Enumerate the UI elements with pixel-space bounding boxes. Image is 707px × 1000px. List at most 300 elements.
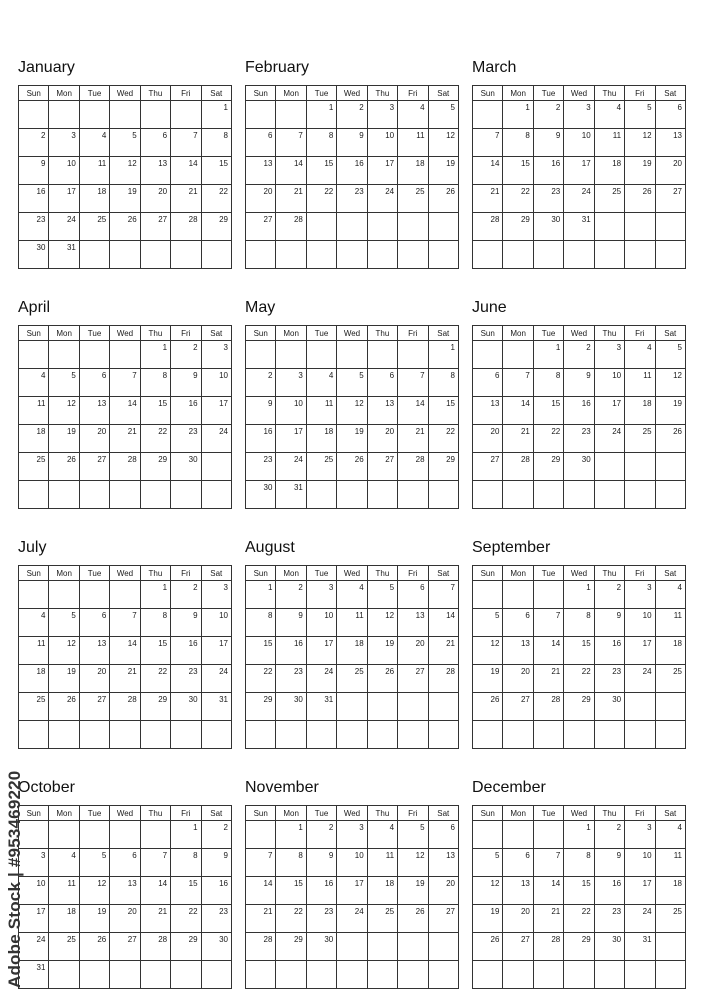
month-grid xyxy=(245,565,459,749)
day-cell: 23 xyxy=(171,665,201,693)
week-row xyxy=(19,397,232,425)
day-cell: 3 xyxy=(337,821,367,849)
day-cell: 6 xyxy=(503,609,533,637)
day-cell: 28 xyxy=(503,453,533,481)
empty-cell xyxy=(473,341,503,369)
week-row xyxy=(19,129,232,157)
day-cell: 19 xyxy=(110,185,140,213)
day-cell: 12 xyxy=(473,877,503,905)
day-cell: 23 xyxy=(19,213,49,241)
week-row xyxy=(246,185,459,213)
empty-cell xyxy=(625,721,655,749)
month-title: December xyxy=(472,779,546,796)
week-row xyxy=(19,341,232,369)
day-cell: 8 xyxy=(246,609,276,637)
day-cell: 29 xyxy=(140,693,170,721)
day-cell: 30 xyxy=(246,481,276,509)
empty-cell xyxy=(428,961,458,989)
day-cell: 18 xyxy=(367,877,397,905)
day-cell: 30 xyxy=(201,933,231,961)
empty-cell xyxy=(19,481,49,509)
empty-cell xyxy=(473,241,503,269)
empty-cell xyxy=(655,453,685,481)
weekday-header: Wed xyxy=(337,86,367,101)
day-cell: 3 xyxy=(625,581,655,609)
month-grid xyxy=(472,805,686,989)
day-cell: 7 xyxy=(140,849,170,877)
empty-cell xyxy=(171,101,201,129)
day-cell: 12 xyxy=(49,397,79,425)
day-cell: 17 xyxy=(625,877,655,905)
week-row xyxy=(19,157,232,185)
month-title: May xyxy=(245,299,276,316)
week-row xyxy=(246,341,459,369)
month-title: July xyxy=(18,539,47,556)
day-cell: 23 xyxy=(276,665,306,693)
week-row xyxy=(19,213,232,241)
day-cell: 28 xyxy=(533,933,563,961)
empty-cell xyxy=(79,101,109,129)
empty-cell xyxy=(171,241,201,269)
weekday-header: Tue xyxy=(533,326,563,341)
day-cell: 28 xyxy=(533,693,563,721)
day-cell: 10 xyxy=(201,369,231,397)
empty-cell xyxy=(140,241,170,269)
weekday-header-row xyxy=(19,326,232,341)
day-cell: 26 xyxy=(428,185,458,213)
day-cell: 20 xyxy=(503,665,533,693)
day-cell: 20 xyxy=(473,425,503,453)
week-row xyxy=(19,637,232,665)
day-cell: 2 xyxy=(533,101,563,129)
day-cell: 13 xyxy=(79,637,109,665)
week-row xyxy=(473,877,686,905)
day-cell: 31 xyxy=(19,961,49,989)
weekday-header: Sun xyxy=(246,86,276,101)
day-cell: 12 xyxy=(473,637,503,665)
weekday-header: Tue xyxy=(306,326,336,341)
week-row xyxy=(473,609,686,637)
day-cell: 16 xyxy=(276,637,306,665)
week-row xyxy=(473,905,686,933)
day-cell: 21 xyxy=(398,425,428,453)
day-cell: 13 xyxy=(503,877,533,905)
empty-cell xyxy=(140,961,170,989)
empty-cell xyxy=(655,213,685,241)
day-cell: 21 xyxy=(246,905,276,933)
day-cell: 12 xyxy=(337,397,367,425)
weekday-header: Tue xyxy=(79,326,109,341)
week-row xyxy=(473,693,686,721)
day-cell: 16 xyxy=(171,397,201,425)
day-cell: 18 xyxy=(19,425,49,453)
empty-cell xyxy=(428,933,458,961)
week-row xyxy=(473,185,686,213)
empty-cell xyxy=(655,241,685,269)
empty-cell xyxy=(140,481,170,509)
day-cell: 20 xyxy=(428,877,458,905)
day-cell: 9 xyxy=(306,849,336,877)
month-title: January xyxy=(18,59,75,76)
empty-cell xyxy=(428,693,458,721)
empty-cell xyxy=(564,721,594,749)
day-cell: 1 xyxy=(171,821,201,849)
day-cell: 19 xyxy=(49,425,79,453)
empty-cell xyxy=(367,481,397,509)
empty-cell xyxy=(49,101,79,129)
day-cell: 24 xyxy=(201,425,231,453)
day-cell: 31 xyxy=(564,213,594,241)
day-cell: 5 xyxy=(655,341,685,369)
day-cell: 31 xyxy=(276,481,306,509)
day-cell: 19 xyxy=(49,665,79,693)
empty-cell xyxy=(533,821,563,849)
day-cell: 9 xyxy=(533,129,563,157)
day-cell: 21 xyxy=(110,665,140,693)
day-cell: 10 xyxy=(367,129,397,157)
day-cell: 9 xyxy=(594,609,624,637)
empty-cell xyxy=(367,721,397,749)
weekday-header: Sun xyxy=(19,86,49,101)
week-row xyxy=(19,693,232,721)
month-grid xyxy=(245,85,459,269)
day-cell: 16 xyxy=(19,185,49,213)
empty-cell xyxy=(171,721,201,749)
day-cell: 15 xyxy=(503,157,533,185)
day-cell: 6 xyxy=(140,129,170,157)
day-cell: 3 xyxy=(594,341,624,369)
week-row xyxy=(473,129,686,157)
weekday-header: Sat xyxy=(655,86,685,101)
day-cell: 14 xyxy=(246,877,276,905)
day-cell: 21 xyxy=(276,185,306,213)
weekday-header: Sat xyxy=(428,326,458,341)
weekday-header: Sat xyxy=(201,86,231,101)
weekday-header: Thu xyxy=(140,806,170,821)
empty-cell xyxy=(306,961,336,989)
day-cell: 17 xyxy=(19,905,49,933)
day-cell: 9 xyxy=(201,849,231,877)
day-cell: 7 xyxy=(533,849,563,877)
day-cell: 22 xyxy=(533,425,563,453)
empty-cell xyxy=(19,101,49,129)
day-cell: 6 xyxy=(655,101,685,129)
day-cell: 7 xyxy=(110,369,140,397)
day-cell: 22 xyxy=(140,665,170,693)
day-cell: 22 xyxy=(171,905,201,933)
empty-cell xyxy=(594,453,624,481)
day-cell: 2 xyxy=(171,341,201,369)
week-row xyxy=(473,581,686,609)
empty-cell xyxy=(367,933,397,961)
empty-cell xyxy=(110,961,140,989)
day-cell: 30 xyxy=(564,453,594,481)
day-cell: 4 xyxy=(19,369,49,397)
day-cell: 14 xyxy=(171,157,201,185)
day-cell: 23 xyxy=(201,905,231,933)
weekday-header: Mon xyxy=(276,326,306,341)
empty-cell xyxy=(367,213,397,241)
empty-cell xyxy=(201,961,231,989)
day-cell: 14 xyxy=(533,877,563,905)
empty-cell xyxy=(428,481,458,509)
day-cell: 22 xyxy=(306,185,336,213)
month-grid xyxy=(472,565,686,749)
week-row xyxy=(246,101,459,129)
empty-cell xyxy=(337,213,367,241)
weekday-header-row xyxy=(473,86,686,101)
empty-cell xyxy=(79,821,109,849)
day-cell: 24 xyxy=(625,665,655,693)
day-cell: 20 xyxy=(398,637,428,665)
day-cell: 9 xyxy=(171,609,201,637)
empty-cell xyxy=(49,341,79,369)
day-cell: 20 xyxy=(140,185,170,213)
day-cell: 4 xyxy=(306,369,336,397)
day-cell: 4 xyxy=(19,609,49,637)
day-cell: 18 xyxy=(655,877,685,905)
day-cell: 17 xyxy=(337,877,367,905)
day-cell: 12 xyxy=(428,129,458,157)
day-cell: 31 xyxy=(306,693,336,721)
week-row xyxy=(473,425,686,453)
week-row xyxy=(19,821,232,849)
empty-cell xyxy=(110,821,140,849)
day-cell: 29 xyxy=(201,213,231,241)
weekday-header: Tue xyxy=(533,86,563,101)
day-cell: 3 xyxy=(201,341,231,369)
empty-cell xyxy=(655,961,685,989)
day-cell: 8 xyxy=(503,129,533,157)
empty-cell xyxy=(49,721,79,749)
day-cell: 1 xyxy=(533,341,563,369)
day-cell: 1 xyxy=(246,581,276,609)
empty-cell xyxy=(533,241,563,269)
weekday-header: Sat xyxy=(655,326,685,341)
day-cell: 15 xyxy=(171,877,201,905)
weekday-header: Sun xyxy=(473,566,503,581)
weekday-header-row xyxy=(246,326,459,341)
day-cell: 28 xyxy=(171,213,201,241)
day-cell: 24 xyxy=(625,905,655,933)
weekday-header: Sat xyxy=(201,566,231,581)
empty-cell xyxy=(79,241,109,269)
day-cell: 3 xyxy=(367,101,397,129)
month-grid xyxy=(18,565,232,749)
day-cell: 24 xyxy=(201,665,231,693)
empty-cell xyxy=(625,213,655,241)
empty-cell xyxy=(306,481,336,509)
month-title: October xyxy=(18,779,75,796)
day-cell: 26 xyxy=(655,425,685,453)
day-cell: 30 xyxy=(171,453,201,481)
day-cell: 3 xyxy=(49,129,79,157)
day-cell: 30 xyxy=(594,933,624,961)
day-cell: 8 xyxy=(140,609,170,637)
month-grid xyxy=(245,805,459,989)
day-cell: 19 xyxy=(398,877,428,905)
day-cell: 29 xyxy=(533,453,563,481)
day-cell: 11 xyxy=(655,849,685,877)
weekday-header: Mon xyxy=(49,806,79,821)
day-cell: 25 xyxy=(367,905,397,933)
weekday-header: Mon xyxy=(503,326,533,341)
day-cell: 7 xyxy=(533,609,563,637)
day-cell: 13 xyxy=(503,637,533,665)
empty-cell xyxy=(201,453,231,481)
weekday-header: Mon xyxy=(49,86,79,101)
week-row xyxy=(19,877,232,905)
day-cell: 12 xyxy=(49,637,79,665)
weekday-header: Fri xyxy=(398,806,428,821)
day-cell: 7 xyxy=(473,129,503,157)
weekday-header: Thu xyxy=(367,86,397,101)
weekday-header: Sun xyxy=(19,326,49,341)
day-cell: 27 xyxy=(428,905,458,933)
week-row xyxy=(473,241,686,269)
day-cell: 21 xyxy=(171,185,201,213)
empty-cell xyxy=(49,961,79,989)
day-cell: 31 xyxy=(49,241,79,269)
day-cell: 24 xyxy=(306,665,336,693)
day-cell: 27 xyxy=(367,453,397,481)
day-cell: 7 xyxy=(398,369,428,397)
day-cell: 28 xyxy=(110,693,140,721)
day-cell: 27 xyxy=(503,693,533,721)
day-cell: 6 xyxy=(246,129,276,157)
weekday-header: Fri xyxy=(171,326,201,341)
week-row xyxy=(19,101,232,129)
weekday-header: Wed xyxy=(564,86,594,101)
day-cell: 15 xyxy=(140,637,170,665)
empty-cell xyxy=(337,481,367,509)
day-cell: 30 xyxy=(306,933,336,961)
weekday-header: Thu xyxy=(140,326,170,341)
empty-cell xyxy=(503,821,533,849)
day-cell: 18 xyxy=(19,665,49,693)
empty-cell xyxy=(201,481,231,509)
day-cell: 24 xyxy=(337,905,367,933)
empty-cell xyxy=(398,213,428,241)
week-row xyxy=(246,877,459,905)
day-cell: 11 xyxy=(49,877,79,905)
week-row xyxy=(246,157,459,185)
day-cell: 29 xyxy=(140,453,170,481)
day-cell: 15 xyxy=(428,397,458,425)
day-cell: 16 xyxy=(594,637,624,665)
day-cell: 20 xyxy=(79,665,109,693)
day-cell: 1 xyxy=(201,101,231,129)
month-title: November xyxy=(245,779,319,796)
day-cell: 25 xyxy=(19,693,49,721)
week-row xyxy=(246,481,459,509)
day-cell: 19 xyxy=(337,425,367,453)
empty-cell xyxy=(503,481,533,509)
day-cell: 28 xyxy=(276,213,306,241)
week-row xyxy=(246,665,459,693)
weekday-header: Wed xyxy=(337,806,367,821)
week-row xyxy=(19,241,232,269)
day-cell: 14 xyxy=(473,157,503,185)
empty-cell xyxy=(655,693,685,721)
day-cell: 19 xyxy=(625,157,655,185)
day-cell: 3 xyxy=(564,101,594,129)
weekday-header: Fri xyxy=(625,806,655,821)
week-row xyxy=(473,481,686,509)
week-row xyxy=(246,609,459,637)
week-row xyxy=(19,961,232,989)
day-cell: 7 xyxy=(171,129,201,157)
day-cell: 10 xyxy=(276,397,306,425)
day-cell: 5 xyxy=(428,101,458,129)
empty-cell xyxy=(473,821,503,849)
day-cell: 9 xyxy=(19,157,49,185)
week-row xyxy=(246,637,459,665)
day-cell: 7 xyxy=(246,849,276,877)
day-cell: 22 xyxy=(428,425,458,453)
empty-cell xyxy=(533,721,563,749)
day-cell: 6 xyxy=(473,369,503,397)
day-cell: 6 xyxy=(367,369,397,397)
week-row xyxy=(473,157,686,185)
day-cell: 25 xyxy=(655,905,685,933)
day-cell: 16 xyxy=(564,397,594,425)
day-cell: 5 xyxy=(473,849,503,877)
empty-cell xyxy=(503,581,533,609)
weekday-header: Sun xyxy=(246,566,276,581)
day-cell: 19 xyxy=(473,905,503,933)
day-cell: 21 xyxy=(533,665,563,693)
weekday-header: Tue xyxy=(306,566,336,581)
day-cell: 29 xyxy=(564,693,594,721)
day-cell: 5 xyxy=(337,369,367,397)
day-cell: 13 xyxy=(428,849,458,877)
weekday-header: Sat xyxy=(428,86,458,101)
empty-cell xyxy=(367,961,397,989)
month-title: August xyxy=(245,539,295,556)
day-cell: 12 xyxy=(367,609,397,637)
empty-cell xyxy=(306,721,336,749)
day-cell: 2 xyxy=(276,581,306,609)
day-cell: 22 xyxy=(503,185,533,213)
day-cell: 30 xyxy=(594,693,624,721)
day-cell: 16 xyxy=(246,425,276,453)
week-row xyxy=(19,665,232,693)
day-cell: 12 xyxy=(110,157,140,185)
weekday-header: Fri xyxy=(398,566,428,581)
empty-cell xyxy=(533,481,563,509)
day-cell: 21 xyxy=(503,425,533,453)
weekday-header: Wed xyxy=(110,86,140,101)
empty-cell xyxy=(337,693,367,721)
day-cell: 12 xyxy=(398,849,428,877)
empty-cell xyxy=(19,341,49,369)
day-cell: 5 xyxy=(625,101,655,129)
day-cell: 2 xyxy=(564,341,594,369)
day-cell: 26 xyxy=(625,185,655,213)
empty-cell xyxy=(201,721,231,749)
day-cell: 5 xyxy=(398,821,428,849)
empty-cell xyxy=(171,961,201,989)
day-cell: 3 xyxy=(306,581,336,609)
weekday-header: Sat xyxy=(428,566,458,581)
weekday-header-row xyxy=(473,326,686,341)
day-cell: 6 xyxy=(110,849,140,877)
day-cell: 17 xyxy=(201,637,231,665)
day-cell: 24 xyxy=(49,213,79,241)
day-cell: 28 xyxy=(398,453,428,481)
day-cell: 1 xyxy=(306,101,336,129)
